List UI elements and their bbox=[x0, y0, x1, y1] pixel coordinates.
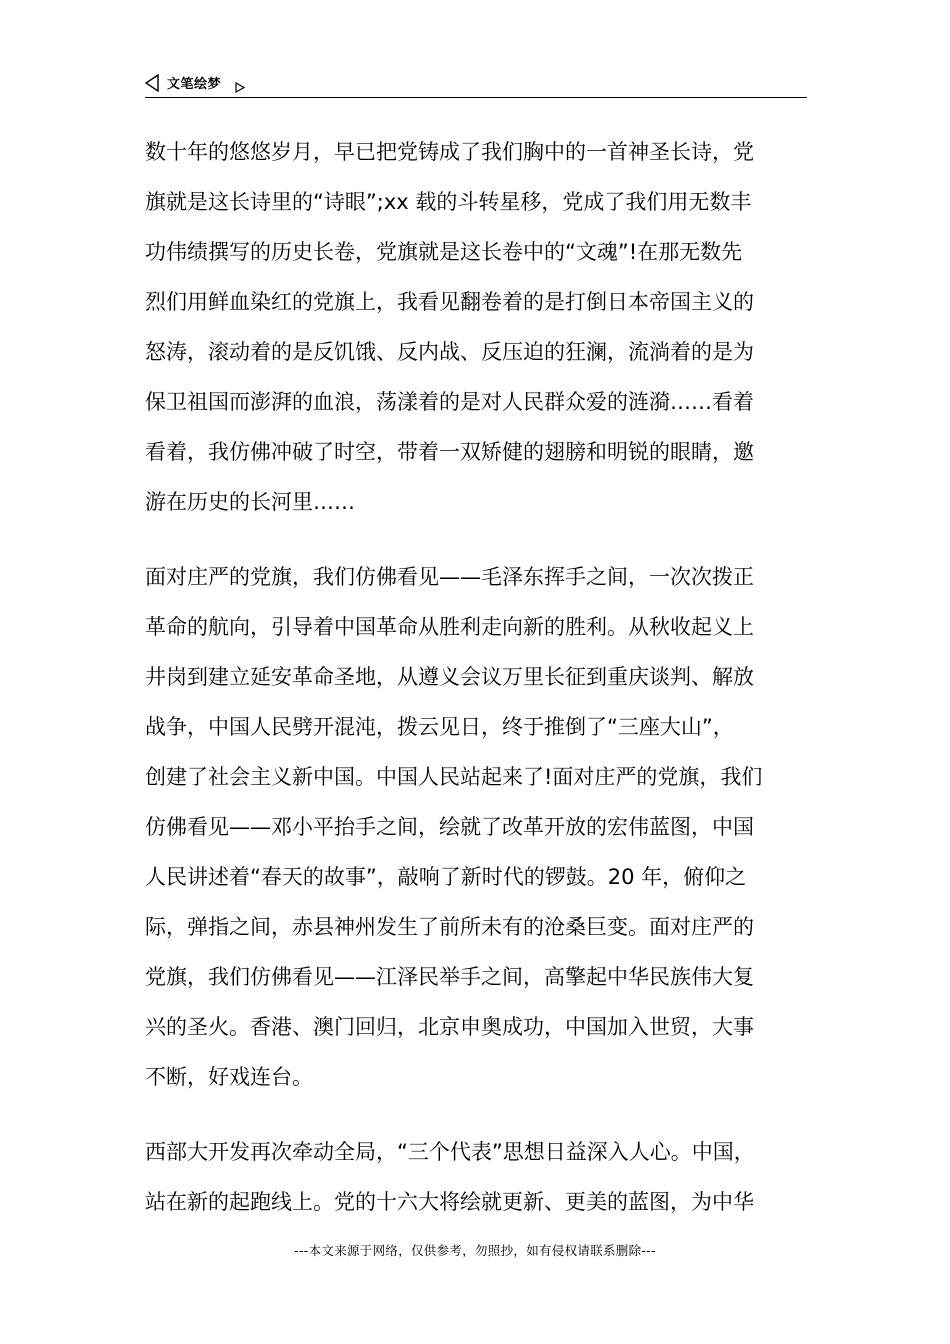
text-line: 党旗，我们仿佛看见——江泽民举手之间，高擎起中华民族伟大复 bbox=[145, 965, 754, 989]
text-line: 面对庄严的党旗，我们仿佛看见——毛泽东挥手之间，一次次拨正 bbox=[145, 565, 754, 589]
text-line: 数十年的悠悠岁月，早已把党铸成了我们胸中的一首神圣长诗，党 bbox=[145, 140, 754, 164]
text-line: 兴的圣火。香港、澳门回归，北京申奥成功，中国加入世贸，大事 bbox=[145, 1015, 754, 1039]
left-triangle-outline-icon bbox=[145, 74, 159, 92]
text-line: 西部大开发再次牵动全局，“三个代表”思想日益深入人心。中国， bbox=[145, 1140, 755, 1164]
text-line: 怒涛，滚动着的是反饥饿、反内战、反压迫的狂澜，流淌着的是为 bbox=[145, 340, 754, 364]
text-line: 革命的航向，引导着中国革命从胜利走向新的胜利。从秋收起义上 bbox=[145, 615, 754, 639]
paragraph-2 bbox=[145, 552, 807, 1102]
page-header bbox=[145, 72, 807, 98]
text-line: 站在新的起跑线上。党的十六大将绘就更新、更美的蓝图，为中华 bbox=[145, 1190, 754, 1214]
text-line: 仿佛看见——邓小平抬手之间，绘就了改革开放的宏伟蓝图，中国 bbox=[145, 815, 754, 839]
text-line: 游在历史的长河里…… bbox=[145, 490, 355, 514]
text-line: 人民讲述着“春天的故事”，敲响了新时代的锣鼓。20 年，俯仰之 bbox=[145, 865, 747, 889]
text-line: 创建了社会主义新中国。中国人民站起来了!面对庄严的党旗，我们 bbox=[145, 765, 763, 789]
header-title: 文笔绘梦 bbox=[167, 77, 222, 92]
text-line: 保卫祖国而澎湃的血浪，荡漾着的是对人民群众爱的涟漪……看着 bbox=[145, 390, 754, 414]
text-line: 旗就是这长诗里的“诗眼”;xx 载的斗转星移，党成了我们用无数丰 bbox=[145, 190, 752, 214]
right-triangle-outline-icon bbox=[235, 78, 245, 89]
text-line: 战争，中国人民劈开混沌，拨云见日，终于推倒了“三座大山”， bbox=[145, 715, 734, 739]
document-body bbox=[145, 127, 807, 1252]
text-line: 看着，我仿佛冲破了时空，带着一双矫健的翅膀和明锐的眼睛，邀 bbox=[145, 440, 754, 464]
page-footer: ---本文来源于网络，仅供参考，勿照抄，如有侵权请联系删除--- bbox=[294, 1243, 656, 1258]
text-line: 井岗到建立延安革命圣地，从遵义会议万里长征到重庆谈判、解放 bbox=[145, 665, 754, 689]
paragraph-1 bbox=[145, 127, 807, 527]
text-line: 烈们用鲜血染红的党旗上，我看见翻卷着的是打倒日本帝国主义的 bbox=[145, 290, 754, 314]
text-line: 功伟绩撰写的历史长卷，党旗就是这长卷中的“文魂”!在那无数先 bbox=[145, 240, 743, 264]
text-line: 际，弹指之间，赤县神州发生了前所未有的沧桑巨变。面对庄严的 bbox=[145, 915, 754, 939]
paragraph-3 bbox=[145, 1127, 807, 1227]
header-divider bbox=[145, 97, 807, 98]
text-line: 不断，好戏连台。 bbox=[145, 1065, 313, 1089]
